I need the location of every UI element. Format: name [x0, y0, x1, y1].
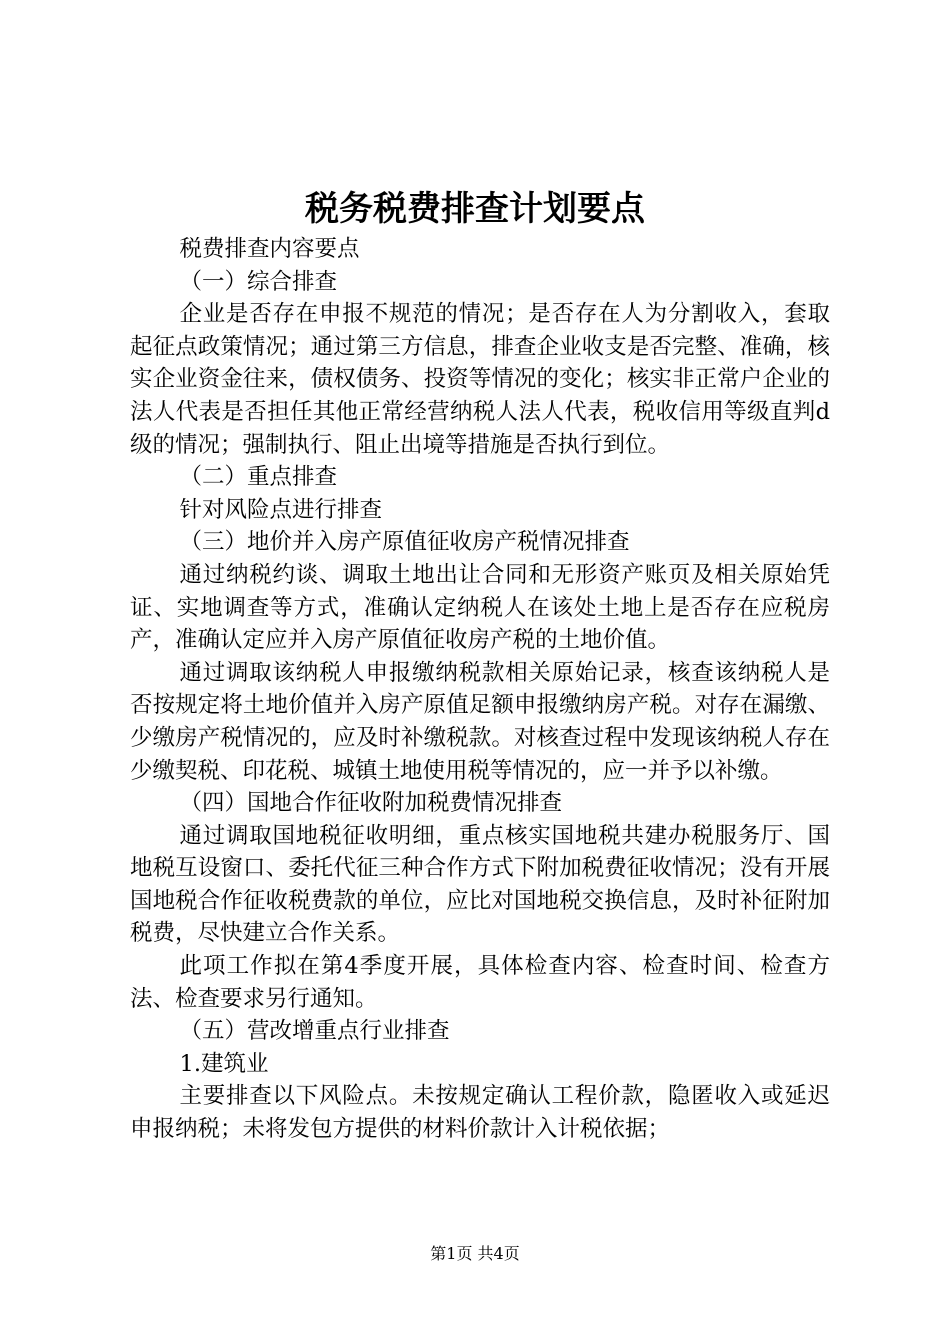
subsection-heading: 1.建筑业	[179, 1050, 269, 1077]
section-heading: （二）重点排查	[179, 464, 338, 491]
paragraph: 主要排查以下风险点。未按规定确认工程价款，隐匿收入或延迟申报纳税；未将发包方提供的材料价款计入计税依据；	[130, 1083, 830, 1143]
paragraph: 此项工作拟在第4季度开展，具体检查内容、检查时间、检查方法、检查要求另行通知。	[130, 953, 830, 1012]
paragraph: 税费排查内容要点	[179, 236, 360, 262]
paragraph: 通过调取该纳税人申报缴纳税款相关原始记录，核查该纳税人是否按规定将土地价值并入房产原值足额申报缴纳房产税。对存在漏缴、少缴房产税情况的，应及时补缴税款。对核查过程中发现该纳税人存在少缴契税、印花税、城镇土地使用税等情况的，应一并予以补缴。	[130, 659, 830, 784]
section-heading: （一）综合排查	[179, 268, 338, 295]
paragraph: 企业是否存在申报不规范的情况；是否存在人为分割收入，套取起征点政策情况；通过第三方信息，排查企业收支是否完整、准确，核实企业资金往来，债权债务、投资等情况的变化；核实非正常户企业的法人代表是否担任其他正常经营纳税人法人代表，税收信用等级直判d级的情况；强制执行、阻止出境等措施是否执行到位。	[130, 301, 830, 458]
section-heading: （五）营改增重点行业排查	[179, 1018, 450, 1045]
page-footer: 第1页 共4页	[430, 1244, 520, 1263]
document-body	[130, 233, 830, 1146]
paragraph: 针对风险点进行排查	[179, 496, 383, 523]
paragraph: 通过纳税约谈、调取土地出让合同和无形资产账页及相关原始凭证、实地调查等方式，准确认定纳税人在该处土地上是否存在应税房产，准确认定应并入房产原值征收房产税的土地价值。	[130, 561, 830, 654]
document-title: 税务税费排查计划要点	[305, 189, 645, 229]
paragraph: 通过调取国地税征收明细，重点核实国地税共建办税服务厅、国地税互设窗口、委托代征三种合作方式下附加税费征收情况；没有开展国地税合作征收税费款的单位，应比对国地税交换信息，及时补征附加税费，尽快建立合作关系。	[130, 822, 830, 947]
section-heading: （三）地价并入房产原值征收房产税情况排查	[179, 529, 630, 556]
section-heading: （四）国地合作征收附加税费情况排查	[179, 790, 563, 817]
